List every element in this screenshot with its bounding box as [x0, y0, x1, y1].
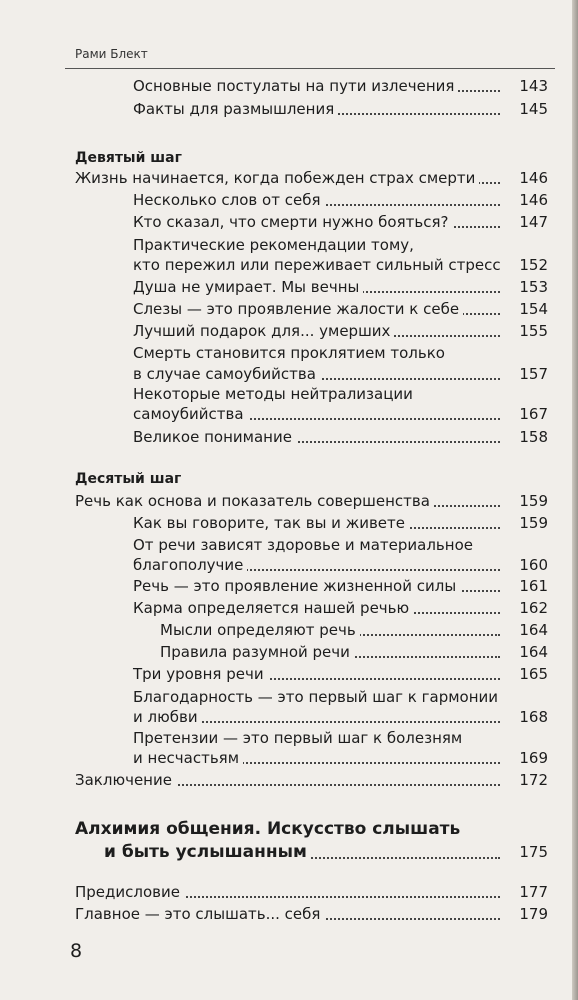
toc-entry-page: 162 [519, 599, 548, 617]
toc-entry [75, 883, 548, 901]
toc-entry-page: 168 [519, 708, 548, 726]
toc-entry-page: 159 [519, 492, 548, 510]
toc-entry [133, 428, 548, 446]
toc-entry [133, 77, 548, 95]
toc-entry [133, 599, 548, 617]
toc-entry-page: 143 [519, 77, 548, 95]
toc-entry-first-line: Некоторые методы нейтрализации [133, 385, 413, 403]
toc-entry-page: 146 [519, 169, 548, 187]
toc-entry-page: 167 [519, 405, 548, 423]
toc-entry-title: Карма определяется нашей речью [133, 599, 413, 617]
toc-entry [75, 169, 548, 187]
toc-entry [133, 514, 548, 532]
toc-entry-title: Речь — это проявление жизненной силы [133, 577, 460, 595]
toc-entry-page: 154 [519, 300, 548, 318]
toc-entry [133, 213, 548, 231]
toc-entry-page: 152 [519, 256, 548, 274]
toc-entry [160, 643, 548, 661]
toc-entry-page: 161 [519, 577, 548, 595]
toc-entry [133, 100, 548, 118]
toc-entry-title: Жизнь начинается, когда побежден страх смерти [75, 169, 479, 187]
toc-entry-title: самоубийства [133, 405, 248, 423]
toc-entry [133, 256, 548, 274]
toc-entry [133, 322, 548, 340]
toc-entry-title: Как вы говорите, так вы и живете [133, 514, 409, 532]
toc-entry-page: 172 [519, 771, 548, 789]
page-number: 8 [70, 940, 83, 962]
toc-entry-title: Главное — это слышать... себя [75, 905, 324, 923]
toc-entry [133, 300, 548, 318]
toc-entry-title: Мысли определяют речь [160, 621, 360, 639]
running-head-author: Рами Блект [75, 47, 148, 61]
toc-entry [133, 405, 548, 423]
toc-entry [133, 556, 548, 574]
toc-entry [160, 621, 548, 639]
toc-entry-title: Правила разумной речи [160, 643, 354, 661]
toc-entry-page: 155 [519, 322, 548, 340]
toc-entry-title: Слезы — это проявление жалости к себе [133, 300, 463, 318]
toc-entry [75, 771, 548, 789]
toc-entry [133, 191, 548, 209]
toc-entry-title: Кто сказал, что смерти нужно бояться? [133, 213, 452, 231]
toc-entry-title: Лучший подарок для... умерших [133, 322, 394, 340]
toc-entry-page: 165 [519, 665, 548, 683]
toc-entry [133, 708, 548, 726]
toc-entry-page: 169 [519, 749, 548, 767]
toc-entry-page: 146 [519, 191, 548, 209]
toc-entry-first-line: Претензии — это первый шаг к болезням [133, 729, 463, 747]
toc-entry-title: Несколько слов от себя [133, 191, 324, 209]
toc-entry-title: Душа не умирает. Мы вечны [133, 278, 363, 296]
toc-entry [133, 665, 548, 683]
toc-entry-page: 159 [519, 514, 548, 532]
toc-entry-page: 147 [519, 213, 548, 231]
toc-entry-title: и несчастьям [133, 749, 243, 767]
part-title-entry [104, 841, 548, 863]
toc-entry-first-line: Практические рекомендации тому, [133, 236, 414, 254]
toc-entry-page: 145 [519, 100, 548, 118]
toc-entry-page: 157 [519, 365, 548, 383]
part-title-line1: Алхимия общения. Искусство слышать [75, 819, 461, 839]
part-title-line2: и быть услышанным [104, 842, 311, 862]
toc-entry-page: 177 [519, 883, 548, 901]
toc-entry-title: кто пережил или переживает сильный стресс [133, 256, 505, 274]
toc-entry-page: 179 [519, 905, 548, 923]
section-heading: Десятый шаг [75, 471, 182, 487]
toc-entry-title: Три уровня речи [133, 665, 268, 683]
toc-entry-title: Великое понимание [133, 428, 296, 446]
toc-entry-title: Факты для размышления [133, 100, 338, 118]
toc-entry-page: 164 [519, 621, 548, 639]
toc-entry-title: благополучие [133, 556, 247, 574]
toc-entry-page: 153 [519, 278, 548, 296]
section-heading: Девятый шаг [75, 150, 182, 166]
toc-entry [75, 905, 548, 923]
toc-entry-page: 158 [519, 428, 548, 446]
toc-entry [75, 492, 548, 510]
toc-entry-title: Основные постулаты на пути излечения [133, 77, 458, 95]
toc-entry [133, 365, 548, 383]
toc-entry-first-line: Благодарность — это первый шаг к гармонии [133, 688, 499, 706]
toc-entry [133, 278, 548, 296]
toc-entry-title: Предисловие [75, 883, 184, 901]
toc-entry [133, 749, 548, 767]
toc-entry-page: 160 [519, 556, 548, 574]
toc-entry-page: 175 [519, 843, 548, 861]
toc-entry-first-line: От речи зависят здоровье и материальное [133, 536, 473, 554]
toc-entry-title: Заключение [75, 771, 176, 789]
toc-entry-title: и любви [133, 708, 202, 726]
toc-entry [133, 577, 548, 595]
toc-entry-first-line: Смерть становится проклятием только [133, 344, 445, 362]
toc-entry-page: 164 [519, 643, 548, 661]
toc-entry-title: Речь как основа и показатель совершенства [75, 492, 434, 510]
toc-entry-title: в случае самоубийства [133, 365, 320, 383]
